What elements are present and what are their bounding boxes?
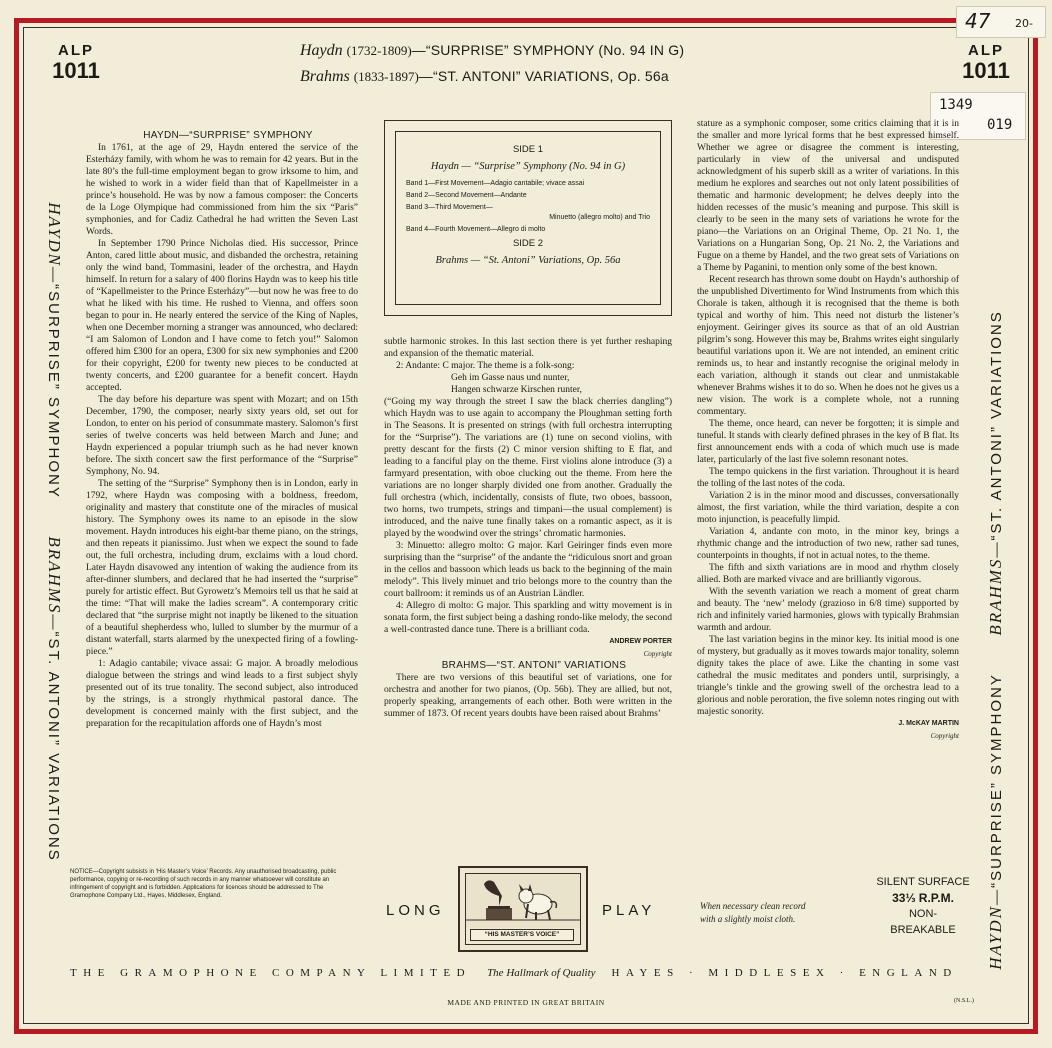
spine-haydn: HAYDN—	[986, 887, 1005, 970]
band-3-detail: Minuetto (allegro molto) and Trio	[549, 214, 650, 221]
spine-text-right	[986, 260, 1016, 1020]
paragraph: 1: Adagio cantabile; vivace assai: G major. A broadly melodious dialogue between the strings and wind leads to a first subject shyly presented out of its true tonality. The second subject, also introduced by the strings, is a strongly rhythmical pastoral dance. The development is concerned mainly with the first subject, and the preparation for the recapitulation affords one of Haydn’s most	[86, 659, 358, 729]
copyright-note: Copyright	[930, 732, 959, 740]
side-1-work: Haydn — “Surprise” Symphony (No. 94 in G)	[430, 161, 626, 172]
composer-name: Brahms	[300, 68, 350, 85]
notes-column-2	[384, 336, 672, 720]
side-2-work: Brahms — “St. Antoni” Variations, Op. 56a	[435, 255, 621, 266]
paragraph: stature as a symphonic composer, some critics claiming that it is in the smaller and more lyrical forms that he best expressed himself. Whether we agree or disagree the comment is interesting, particularly in view of the universal and undisputed acknowledgment of his superb skill as a writer of variations. In this medium he explores and searches out not only latent possibilities of thematic and harmonic development; he delves deeply into the hidden recesses of the music’s meaning and purpose. This skill is clearly to be seen in the many sets of variations he wrote for the piano—the Variations on an Original Theme, Op. 21 No. 1, the Variations on a Hungarian Song, Op. 21 No. 2, the Variations and Fugue on a theme by Handel, and the two great sets of Variations on a Theme by Paganini, to mention only some of the best known.	[697, 119, 959, 273]
section-heading-haydn: HAYDN—“SURPRISE” SYMPHONY	[143, 130, 313, 141]
band-1: Band 1—First Movement—Adagio cantabile; vivace assai	[406, 180, 585, 187]
spine-brahms-work: “ST. ANTONI” VARIATIONS	[988, 310, 1005, 541]
price-sticker	[956, 6, 1046, 38]
catalogue-prefix: ALP	[968, 42, 1004, 59]
paragraph: The theme, once heard, can never be forgotten; it is simple and tuneful. It stands with clearly defined phrases in the key of B flat. Its first announcement ends with a coda of which much use is made later, particularly of the last five solemn resonant notes.	[697, 419, 959, 465]
silent-surface: SILENT SURFACE	[876, 876, 970, 888]
band-2: Band 2—Second Movement—Andante	[406, 192, 527, 199]
catalogue-right	[956, 42, 1016, 83]
song-line: Geh im Gasse naus und nunter,	[451, 373, 570, 383]
spine-text-left	[34, 152, 64, 912]
paragraph: There are two versions of this beautiful set of variations, one for orchestra and another for two pianos, (Op. 56b). They are allied, but not, properly speaking, arrangements of each other. Both were written in the summer of 1873. Of recent years doubts have been raised about Brahms’	[384, 673, 672, 719]
paragraph: 3: Minuetto: allegro molto: G major. Karl Geiringer finds even more surprising than the “surprise” of the andante the “ridiculous snort and groan in the cellos and bassoon which leads us back to the beginning of the main melody”. This lively minuet and trio belongs more to the country than the court ballroom: it reminds us of an Austrian Ländler.	[384, 541, 672, 599]
spine-haydn-work: “SURPRISE” SYMPHONY	[45, 284, 62, 499]
paragraph: The day before his departure was spent with Mozart; and on 15th December, 1790, the composer, nearly sixty years old, set out for London, to enter on his period of consummate mastery. Salomon’s first series of twelve concerts was held between March and June; and Haydn experienced a popular triumph such as he had never known before. The sixth concert saw the first performance of the “Surprise” Symphony, No. 94.	[86, 395, 358, 477]
non-label: NON-	[908, 908, 938, 920]
dog-gramophone-icon	[466, 874, 580, 928]
side-2-heading: SIDE 2	[512, 238, 544, 249]
shelf-number: 1349	[939, 97, 973, 113]
composer-dates: (1732-1809)	[346, 43, 412, 58]
band-3: Band 3—Third Movement—	[406, 204, 493, 211]
company-name: THE GRAMOPHONE COMPANY LIMITED	[70, 967, 472, 979]
long-label: LONG	[386, 902, 445, 919]
his-masters-voice-logo	[458, 866, 588, 952]
contents-box	[384, 120, 672, 316]
composer-dates: (1833-1897)	[353, 69, 419, 84]
spine-brahms: BRAHMS—	[986, 540, 1005, 636]
play-label: PLAY	[602, 902, 656, 919]
care-instruction: When necessary clean record with a slightly moist cloth.	[700, 901, 806, 924]
surface-info	[858, 874, 988, 938]
print-code: (N.S.L.)	[954, 998, 974, 1004]
paragraph: The fifth and sixth variations are in mood and rhythm closely allied. Both are marked vivace and are brilliantly vigorous.	[697, 563, 959, 585]
paragraph: The setting of the “Surprise” Symphony then is in London, early in 1792, where Haydn was composing with a boldness, freedom, originality and mastery that constitute one of the miracles of musical history. The Symphony owes its name to an episode in the slow movement. Haydn introduces his eight-bar theme piano, on the strings, and then repeats it pianissimo. Just when we expect the sound to fade out, the full orchestra, including drum, exclaims with a loud chord. Later Haydn disavowed any intention of waking the audience from its after-dinner slumbers, and declared that he had inserted the “surprise” purely for artistic effect. But Gyrowetz’s Memoirs tell us that he said at the time: “That will make the ladies scream”. A contemporary critic declared that “the surprise might not inaptly be likened to the situation of a beautiful shepherdess who, lulled to slumber by the murmur of a distant waterfall, starts alarmed by the unexpected firing of a fowling-piece.”	[86, 479, 358, 657]
paragraph: Variation 2 is in the minor mood and discusses, conversationally almost, the first variation, while the third variation, despite a con moto injunction, is peacefully limpid.	[697, 491, 959, 525]
contents-inner	[395, 131, 661, 305]
logo-banner: “HIS MASTER’S VOICE”	[470, 929, 574, 941]
title-line-haydn	[300, 42, 780, 68]
sticker-price: 20-	[1015, 17, 1033, 30]
company-address: HAYES · MIDDLESEX · ENGLAND	[611, 967, 958, 979]
work-title: —“SURPRISE” SYMPHONY (No. 94 IN G)	[411, 42, 685, 58]
company-footer	[70, 967, 980, 979]
notes-column-3	[697, 118, 959, 742]
song-line: Hangen schwarze Kirschen runter,	[451, 385, 582, 395]
work-title: —“ST. ANTONI” VARIATIONS, Op. 56a	[418, 68, 669, 84]
spine-haydn-work: “SURPRISE” SYMPHONY	[988, 673, 1005, 888]
sticker-number: 47	[965, 9, 991, 33]
made-in-britain: MADE AND PRINTED IN GREAT BRITAIN	[447, 998, 605, 1007]
section-heading-brahms: BRAHMS—“ST. ANTONI” VARIATIONS	[441, 660, 627, 671]
paragraph: subtle harmonic strokes. In this last section there is yet further reshaping and expansion of the thematic material.	[384, 337, 672, 359]
paragraph: 4: Allegro di molto: G major. This sparkling and witty movement is in sonata form, the first subject being a dashing rondo-like melody, the second a well-contrasted dance tune. There is a brilliant coda.	[384, 601, 672, 635]
catalogue-number: 1011	[52, 58, 100, 83]
title-line-brahms	[300, 68, 780, 94]
shelf-sub: 019	[987, 117, 1013, 133]
paragraph: In 1761, at the age of 29, Haydn entered the service of the Esterházy family, with whom he was to remain for 42 years. But in the late 80’s the full-time employment began to grow irksome to him, and he wished to work in a wider field than that of Kapellmeister in a prince’s household. He was by now a famous composer: the Concerts de la Loge Olympique had commissioned from him the six “Paris” symphonies, and for Cadiz Cathedral he had written the Seven Last Words.	[86, 143, 358, 237]
hallmark-script: The Hallmark of Quality	[487, 967, 596, 979]
notes-column-1	[86, 130, 358, 730]
album-title	[300, 42, 780, 94]
copyright-notice: NOTICE—Copyright subsists in ‘His Master’s Voice’ Records. Any unauthorised broadcasting, public performance, copying or re-recording of such records in any manner whatsoever will constitute an infringement of copyright and is forbidden. Applications for licences should be addressed to The Gramophone Company Ltd., Hayes, Middlesex, England.	[70, 869, 337, 899]
spine-brahms: BRAHMS—	[45, 536, 64, 632]
breakable-label: BREAKABLE	[890, 924, 956, 936]
paragraph: The tempo quickens in the first variation. Throughout it is heard the tolling of the last notes of the coda.	[697, 467, 959, 489]
spine-brahms-work: “ST. ANTONI” VARIATIONS	[45, 631, 62, 862]
spine-haydn: HAYDN—	[45, 202, 64, 285]
signature-porter: ANDREW PORTER	[609, 638, 672, 645]
catalogue-prefix: ALP	[58, 42, 94, 59]
paragraph: (“Going my way through the street I saw the black cherries dangling”) which Haydn was to use again to accompany the Ploughman setting forth in The Seasons. It is presented on strings (with full orchestra interrupting for the “Surprise”). The variations are (1) tune on second violins, with pretty descant for the firsts (2) C minor version shifting to E flat, and leading to a fanciful play on the theme. First violins alone introduce (3) a farmyard presentation, with oboe clucking out the theme. From here the variations are no longer sharply divided one from another. Gradually the full orchestra (which, incidentally, consists of flute, two oboes, bassoon, two horns, two trumpets, strings and timpani—the usual complement) is introduced, and the naive tune finally takes on a romantic aspect, as it is played by the woodwind over the strings’ chromatic harmonies.	[384, 397, 672, 539]
composer-name: Haydn	[300, 42, 343, 59]
catalogue-number: 1011	[962, 58, 1010, 83]
paragraph: Variation 4, andante con moto, in the minor key, brings a rhythmic change and the introduction of two new, rather sad tunes, counterpoints in thoughts, if not in actual notes, to the theme.	[697, 527, 959, 561]
signature-martin: J. McKAY MARTIN	[898, 720, 959, 727]
paragraph: Recent research has thrown some doubt on Haydn’s authorship of the unpublished Divertimento for Wind Instruments from which this Chorale is taken, although it is recognised that the theme is both typical and worthy of him. This need not disturb the listener’s enjoyment. Geiringer gives its source as that of an old Austrian pilgrim’s song. However this may be, Brahms writes eight singularly beautiful variations upon it. We are not intended, an eminent critic reminds us, to hear and instantly recognise the original melody in each variation, although it stands out clear and unmistakable whenever Brahms wishes it to do so. When he does not he gives us a new vision. The work is a complete whole, not a running commentary.	[697, 275, 960, 417]
rpm: 33⅓ R.P.M.	[892, 891, 954, 905]
paragraph: With the seventh variation we reach a moment of great charm and beauty. The ‘new’ melody (grazioso in 6/8 time) supported by rich and infinitely varied harmonies, glows with typically Brahmsian warmth and ardour.	[697, 587, 959, 633]
catalogue-left	[46, 42, 106, 83]
paragraph: 2: Andante: C major. The theme is a folk-song:	[396, 361, 575, 371]
paragraph: The last variation begins in the minor key. Its initial mood is one of mystery, but gradually as it moves towards major tonality, solemn dignity takes the place of awe. Like the chanting in some vast cathedral the music meditates and ponders until, surprisingly, a triangle’s tinkle and the growing swell of the orchestra lead to a glorious and noble peroration, the five solemn notes ringing out with majestic sonority.	[697, 635, 959, 717]
copyright-note: Copyright	[643, 650, 672, 658]
side-1-heading: SIDE 1	[512, 144, 544, 155]
band-4: Band 4—Fourth Movement—Allegro di molto	[406, 226, 546, 233]
paragraph: In September 1790 Prince Nicholas died. His successor, Prince Anton, cared little about music, and disbanded the orchestra, retaining only the wind band, Tommasini, leader of the orchestra, and Haydn himself. In return for a salary of 400 florins Haydn was to keep his title of “Kapellmeister to the Prince Esterházy”—but now he was free to do what he liked with his time. He rushed to Vienna, and offers soon began to pour in. He nearly entered the service of the King of Naples, when one December morning a stranger was announced, who declared: “I am Salomon of London and I have come to fetch you!” Salomon offered him £300 for an opera, £300 for six new symphonies and £200 for their copyright, £200 for twenty new pieces to be conducted at twenty concerts, and £200 guarantee for a benefit concert. Haydn accepted.	[86, 239, 358, 393]
